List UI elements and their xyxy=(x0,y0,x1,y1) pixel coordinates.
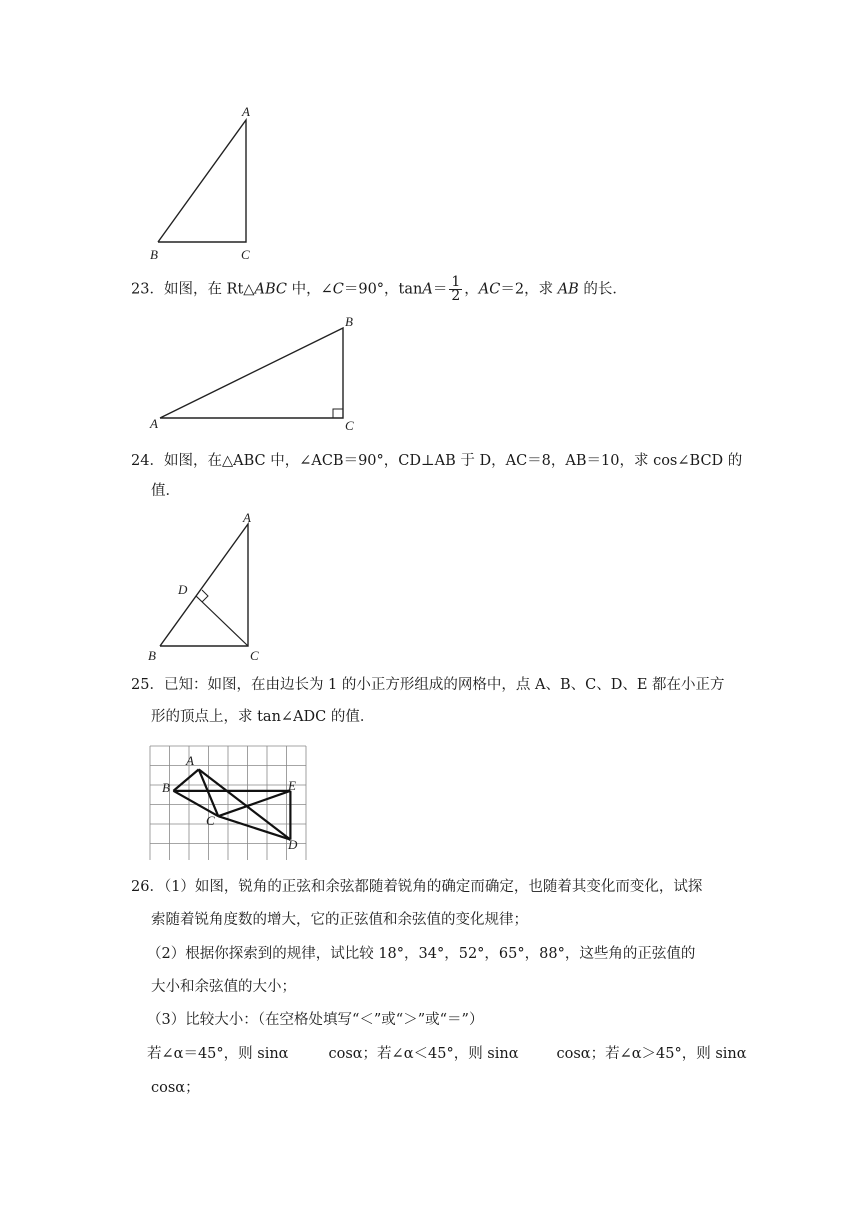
q26-comparisons-end: cosα； xyxy=(151,1080,200,1096)
fig1-label-c: C xyxy=(241,247,250,262)
q26-comparisons: 若∠α＝45°，则 sinα cosα；若∠α＜45°，则 sinα cosα；若∠α＞45°，则 sinα xyxy=(147,1046,747,1062)
fig1-label-b: B xyxy=(150,247,158,262)
segment-cd xyxy=(218,816,290,839)
question-24: 24．如图，在△ABC 中，∠ACB＝90°，CD⊥AB 于 D，AC＝8，AB＝10，求 cos∠BCD 的 xyxy=(131,453,743,469)
fig4-label-a: A xyxy=(186,753,194,768)
fig3-label-a: A xyxy=(243,510,251,525)
figure-grid xyxy=(148,745,312,860)
fig2-label-a: A xyxy=(150,416,158,431)
fig4-label-c: C xyxy=(206,813,215,828)
fig4-label-b: B xyxy=(162,780,170,795)
q26-part2-line2: 大小和余弦值的大小； xyxy=(151,979,296,995)
fig1-label-a: A xyxy=(242,104,250,119)
q26-number: 26． xyxy=(131,879,164,895)
fig2-label-c: C xyxy=(345,418,354,433)
fig2-label-b: B xyxy=(345,314,353,329)
segment-ab xyxy=(173,769,198,790)
q24-number: 24． xyxy=(131,453,164,469)
q26-part2: （2）根据你探索到的规律，试比较 18°，34°，52°，65°，88°，这些角的正弦值的 xyxy=(147,946,696,962)
question-25-line2: 形的顶点上，求 tan∠ADC 的值． xyxy=(151,709,375,725)
fraction-one-half: $\frac{1}{2}$ xyxy=(451,274,461,304)
q25-number: 25． xyxy=(131,677,164,693)
fig3-label-d: D xyxy=(178,582,188,597)
figure-triangle-altitude xyxy=(140,508,280,664)
fig4-label-e: E xyxy=(288,778,296,793)
fig3-label-c: C xyxy=(250,648,259,663)
question-23: 23．如图，在 Rt△ABC 中，∠C＝90°，tanA＝ $\frac{1}{2}$ ，AC＝2，求 AB 的长． xyxy=(131,274,627,304)
fig3-label-b: B xyxy=(148,648,156,663)
fig4-label-d: D xyxy=(288,837,298,852)
q23-number: 23． xyxy=(131,281,164,298)
figure-right-triangle-2 xyxy=(140,312,370,434)
question-25: 25．已知：如图，在由边长为 1 的小正方形组成的网格中，点 A、B、C、D、E 都在小正方 xyxy=(131,677,725,693)
question-26: 26．（1）如图，锐角的正弦和余弦都随着锐角的确定而确定，也随着其变化而变化，试探 xyxy=(131,879,703,895)
figure-right-triangle-1 xyxy=(140,100,270,266)
q26-part1-line2: 索随着锐角度数的增大，它的正弦值和余弦值的变化规律； xyxy=(151,912,528,928)
q26-part3: （3）比较大小：（在空格处填写“＜”或“＞”或“＝”） xyxy=(147,1012,484,1028)
question-24-line2: 值． xyxy=(151,483,180,499)
